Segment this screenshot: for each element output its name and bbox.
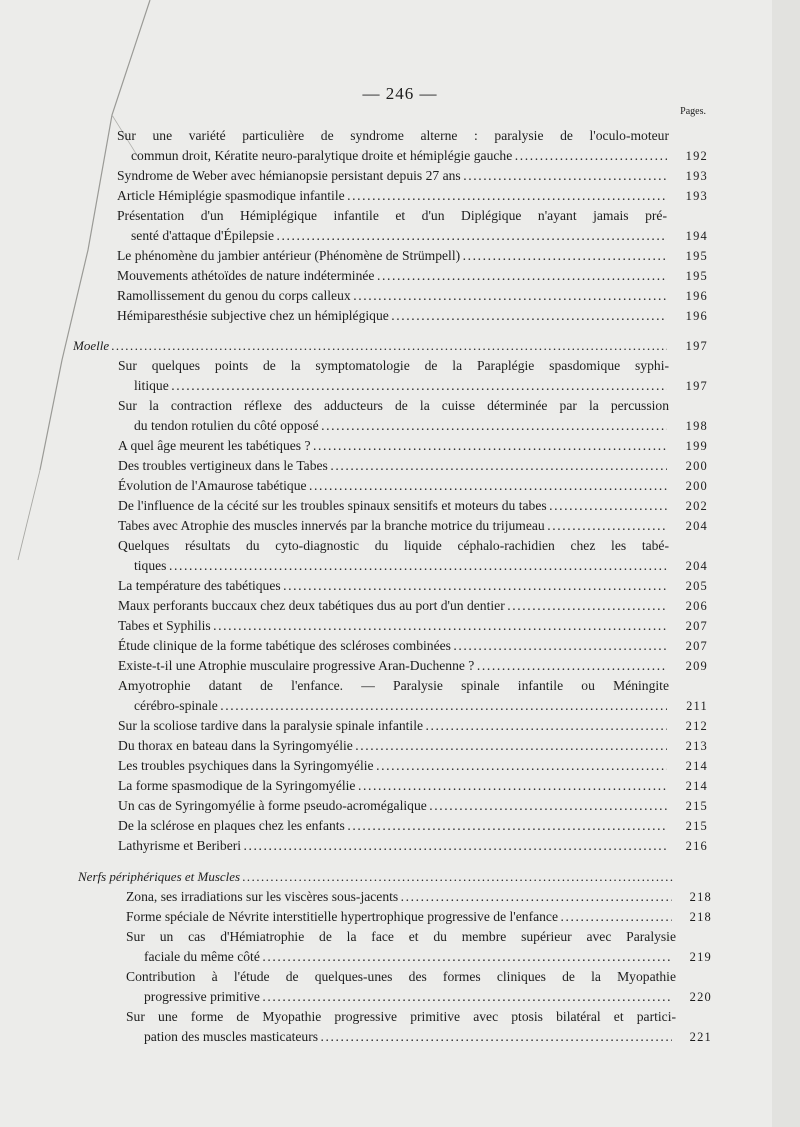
toc-page-number: 214: [685, 759, 708, 773]
toc-entry-title: Article Hémiplégie spasmodique infantile . . .: [117, 186, 667, 206]
toc-entry-title: du tendon rotulien du côté opposé . . .: [134, 416, 667, 436]
toc-entry: [117, 306, 667, 326]
toc-entry-title: La température des tabétiques . . .: [118, 576, 667, 596]
toc-page-number: 196: [685, 289, 708, 303]
toc-entry-title: La forme spasmodique de la Syringomyélie . . .: [118, 776, 667, 796]
toc-page-number: 200: [685, 479, 708, 493]
toc-entry-title: Les troubles psychiques dans la Syringomyélie . . .: [118, 756, 667, 776]
toc-page-number: 193: [685, 189, 708, 203]
toc-entry: [118, 396, 669, 416]
toc-page-number: 215: [685, 819, 708, 833]
toc-entry: [118, 836, 667, 856]
toc-entry: [118, 516, 667, 536]
toc-page-number: 214: [685, 779, 708, 793]
toc-entry: [118, 816, 667, 836]
toc-page-number: 198: [685, 419, 708, 433]
toc-entry: [126, 907, 672, 927]
toc-entry-title: Évolution de l'Amaurose tabétique . . .: [118, 476, 667, 496]
toc-page-number: 212: [685, 719, 708, 733]
toc-entry: [118, 576, 667, 596]
toc-entry-title: senté d'attaque d'Épilepsie . . .: [131, 226, 667, 246]
toc-entry-title: Mouvements athétoïdes de nature indéterminée . . .: [117, 266, 667, 286]
toc-page-number: 218: [689, 890, 712, 904]
toc-entry: [118, 796, 667, 816]
page-number: — 246 —: [362, 84, 438, 103]
toc-entry: [126, 887, 672, 907]
toc-entry: [134, 376, 667, 396]
toc-entry: [118, 616, 667, 636]
toc-entry: [118, 436, 667, 456]
toc-entry: [118, 716, 667, 736]
toc-entry-title: commun droit, Kératite neuro-paralytique droite et hémiplégie gauche . . .: [131, 146, 667, 166]
toc-entry-title: A quel âge meurent les tabétiques ? . . .: [118, 436, 667, 456]
toc-entry-title: Présentation d'un Hémiplégique infantile et d'un Diplégique n'ayant jamais pré-: [117, 208, 667, 223]
toc-page-number: 197: [685, 379, 708, 393]
toc-entry: [118, 456, 667, 476]
toc-page-number: 205: [685, 579, 708, 593]
toc-entry-title: Un cas de Syringomyélie à forme pseudo-acromégalique . . .: [118, 796, 667, 816]
toc-entry: [144, 987, 672, 1007]
toc-entry: [117, 266, 667, 286]
toc-entry: [134, 416, 667, 436]
toc-entry-title: Tabes avec Atrophie des muscles innervés par la branche motrice du trijumeau . . .: [118, 516, 667, 536]
toc-entry-title: Étude clinique de la forme tabétique des scléroses combinées . . .: [118, 636, 667, 656]
toc-page-number: 213: [685, 739, 708, 753]
toc-entry-title: De la sclérose en plaques chez les enfants . . .: [118, 816, 667, 836]
section-heading-title: Moelle . . .: [73, 336, 667, 356]
toc-page-number: 204: [685, 519, 708, 533]
toc-entry: [118, 756, 667, 776]
toc-entry-title: Hémiparesthésie subjective chez un hémiplégique . . .: [117, 306, 667, 326]
toc-page-number: 215: [685, 799, 708, 813]
toc-page-number: 195: [685, 249, 708, 263]
toc-page-number: 218: [689, 910, 712, 924]
toc-page-number: 202: [685, 499, 708, 513]
toc-page-number: 200: [685, 459, 708, 473]
section-heading-moelle: [73, 336, 667, 356]
toc-entry: [126, 927, 676, 947]
toc-entry: [131, 226, 667, 246]
toc-entry-title: Quelques résultats du cyto-diagnostic du liquide céphalo-rachidien chez les tabé-: [118, 538, 669, 553]
toc-entry-title: pation des muscles masticateurs . . .: [144, 1027, 672, 1047]
toc-entry: [118, 676, 669, 696]
toc-page-number: 199: [685, 439, 708, 453]
toc-entry: [126, 967, 676, 987]
section-heading-nerfs: [78, 867, 674, 887]
toc-page-number: 193: [685, 169, 708, 183]
toc-page-number: 221: [689, 1030, 712, 1044]
toc-entry: [117, 286, 667, 306]
toc-entry-title: Sur une variété particulière de syndrome alterne : paralysie de l'oculo-moteur: [117, 128, 669, 143]
toc-entry: [118, 496, 667, 516]
toc-entry-title: Sur la contraction réflexe des adducteurs de la cuisse déterminée par la percussion: [118, 398, 669, 413]
toc-page-number: 211: [686, 699, 708, 713]
toc-entry: [117, 166, 667, 186]
toc-entry-title: Lathyrisme et Beriberi . . .: [118, 836, 667, 856]
section-heading-title: Nerfs périphériques et Muscles . . .: [78, 867, 674, 887]
toc-entry: [117, 186, 667, 206]
toc-entry-title: cérébro-spinale . . .: [134, 696, 667, 716]
toc-page-number: 220: [689, 990, 712, 1004]
toc-entry-title: faciale du même côté . . .: [144, 947, 672, 967]
toc-entry: [117, 206, 667, 226]
toc-entry-title: Sur quelques points de la symptomatologie de la Paraplégie spasdomique syphi-: [118, 358, 669, 373]
toc-entry-title: Le phénomène du jambier antérieur (Phénomène de Strümpell) . . .: [117, 246, 667, 266]
toc-entry: [118, 536, 669, 556]
toc-entry: [134, 696, 667, 716]
toc-entry-title: Syndrome de Weber avec hémianopsie persistant depuis 27 ans . . .: [117, 166, 667, 186]
toc-entry-title: De l'influence de la cécité sur les troubles spinaux sensitifs et moteurs du tabes . . .: [118, 496, 667, 516]
toc-entry: [144, 947, 672, 967]
toc-page-number: 207: [685, 619, 708, 633]
toc-entry-title: Zona, ses irradiations sur les viscères sous-jacents . . .: [126, 887, 672, 907]
toc-entry: [118, 656, 667, 676]
toc-entry-title: Des troubles vertigineux dans le Tabes . . .: [118, 456, 667, 476]
pages-column-label: Pages.: [680, 106, 706, 117]
toc-page-number: 194: [685, 229, 708, 243]
toc-entry-title: Sur la scoliose tardive dans la paralysie spinale infantile . . .: [118, 716, 667, 736]
toc-page-number: 192: [685, 149, 708, 163]
toc-entry-title: Tabes et Syphilis . . .: [118, 616, 667, 636]
toc-page-number: 219: [689, 950, 712, 964]
toc-entry-title: Existe-t-il une Atrophie musculaire progressive Aran-Duchenne ? . . .: [118, 656, 667, 676]
toc-entry: [118, 476, 667, 496]
toc-page-number: 196: [685, 309, 708, 323]
toc-entry: [117, 246, 667, 266]
toc-entry: [131, 146, 667, 166]
toc-entry: [144, 1027, 672, 1047]
toc-entry: [118, 596, 667, 616]
toc-page-number: 206: [685, 599, 708, 613]
toc-page-number: 209: [685, 659, 708, 673]
toc-entry-title: Forme spéciale de Névrite interstitielle hypertrophique progressive de l'enfance . . .: [126, 907, 672, 927]
toc-entry: [118, 736, 667, 756]
toc-entry: [118, 356, 669, 376]
toc-page-number: 204: [685, 559, 708, 573]
toc-entry-title: Contribution à l'étude de quelques-unes des formes cliniques de la Myopathie: [126, 969, 676, 984]
toc-page-number: 197: [685, 339, 708, 353]
toc-page-number: 216: [685, 839, 708, 853]
toc-entry: [134, 556, 667, 576]
toc-page-number: 195: [685, 269, 708, 283]
toc-page-number: 207: [685, 639, 708, 653]
toc-entry-title: Maux perforants buccaux chez deux tabétiques dus au port d'un dentier . . .: [118, 596, 667, 616]
toc-entry-title: Ramollissement du genou du corps calleux . . .: [117, 286, 667, 306]
toc-entry-title: Du thorax en bateau dans la Syringomyélie . . .: [118, 736, 667, 756]
toc-entry-title: Amyotrophie datant de l'enfance. — Paralysie spinale infantile ou Méningite: [118, 678, 669, 693]
toc-entry-title: progressive primitive . . .: [144, 987, 672, 1007]
toc-entry: [118, 636, 667, 656]
toc-entry: [118, 776, 667, 796]
toc-entry-title: Sur un cas d'Hémiatrophie de la face et du membre supérieur avec Paralysie: [126, 929, 676, 944]
toc-entry-title: tiques . . .: [134, 556, 667, 576]
toc-entry-title: litique . . .: [134, 376, 667, 396]
toc-entry: [126, 1007, 676, 1027]
toc-entry: [117, 126, 669, 146]
toc-entry-title: Sur une forme de Myopathie progressive primitive avec ptosis bilatéral et partici-: [126, 1009, 676, 1024]
